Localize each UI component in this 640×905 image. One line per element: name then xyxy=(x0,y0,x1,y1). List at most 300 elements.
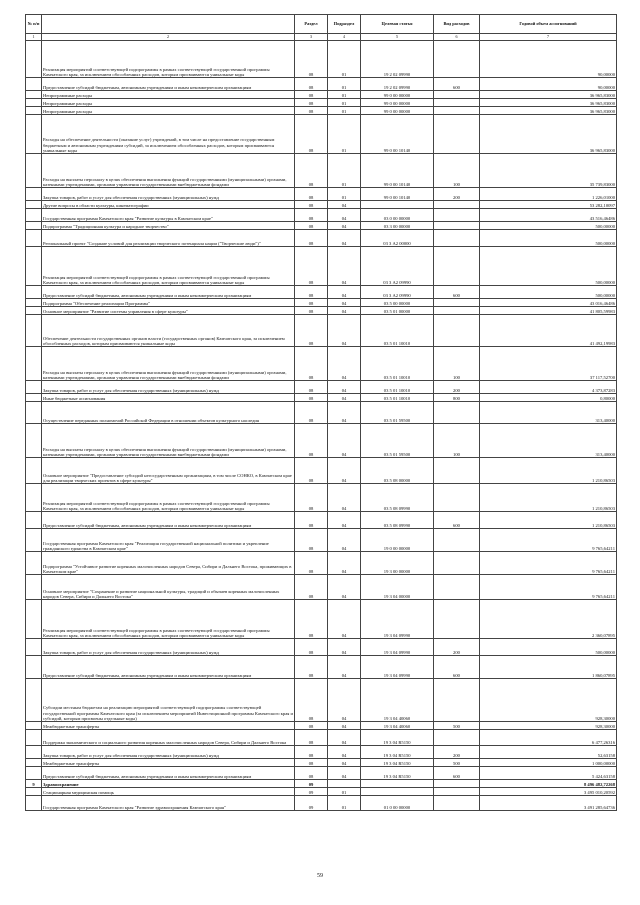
row-subsection-cell: 04 xyxy=(328,347,361,381)
row-description-cell: Реализация мероприятий соответствующей подпрограммы в рамках соответствующей государственной программы Камчатского края, за исключением обособленных расходов, которым присваиваются уникальные коды xyxy=(42,600,295,639)
row-section-cell: 08 xyxy=(295,552,328,575)
row-description-cell: Предоставление субсидий бюджетным, автономным учреждениям и иным некоммерческим организациям xyxy=(42,78,295,91)
table-row xyxy=(26,575,617,600)
row-exptype-cell xyxy=(434,115,480,154)
table-row xyxy=(26,222,617,230)
table-row xyxy=(26,639,617,656)
row-subsection-cell: 04 xyxy=(328,767,361,780)
row-target-cell: 19 3 04 R5150 xyxy=(361,746,434,759)
row-amount-cell: 36 965,83000 xyxy=(480,115,617,154)
row-section-cell: 09 xyxy=(295,788,328,796)
row-exptype-cell xyxy=(434,307,480,315)
table-row xyxy=(26,115,617,154)
row-target-cell: 03 5 01 10010 xyxy=(361,381,434,394)
row-amount-cell: 4 373,87283 xyxy=(480,381,617,394)
row-number-cell xyxy=(26,529,42,552)
row-number-cell xyxy=(26,552,42,575)
row-section-cell: 08 xyxy=(295,722,328,730)
row-target-cell xyxy=(361,201,434,209)
table-row xyxy=(26,247,617,286)
row-exptype-cell: 100 xyxy=(434,154,480,188)
row-section-cell: 08 xyxy=(295,307,328,315)
row-section-cell: 08 xyxy=(295,424,328,458)
row-number-cell xyxy=(26,188,42,201)
row-amount-cell: 500,00000 xyxy=(480,230,617,247)
row-amount-cell: 6 477,26316 xyxy=(480,730,617,746)
row-number-cell xyxy=(26,222,42,230)
row-subsection-cell: 04 xyxy=(328,209,361,222)
table-row xyxy=(26,91,617,99)
table-row xyxy=(26,154,617,188)
row-section-cell: 08 xyxy=(295,759,328,767)
row-subsection-cell: 04 xyxy=(328,299,361,307)
page-number: 59 xyxy=(317,873,323,879)
row-subsection-cell: 01 xyxy=(328,154,361,188)
row-number-cell xyxy=(26,299,42,307)
row-description-cell: Государственная программа Камчатского края "Реализация государственной национальной политики и укрепление гражданского единства в Камчатском крае" xyxy=(42,529,295,552)
row-subsection-cell: 04 xyxy=(328,575,361,600)
row-number-cell xyxy=(26,788,42,796)
row-description-cell: Обеспечение деятельности государственных органов власти (государственных органов) Камчатского края, за исключением обособленных расходов, которым присваиваются уникальные коды xyxy=(42,315,295,347)
row-number-cell xyxy=(26,722,42,730)
row-target-cell: 19 3 04 40060 xyxy=(361,679,434,722)
header-num: № п/п xyxy=(26,15,42,34)
table-row xyxy=(26,746,617,759)
table-row xyxy=(26,759,617,767)
row-exptype-cell xyxy=(434,484,480,512)
row-target-cell: 03 5 01 10010 xyxy=(361,394,434,402)
row-description-cell: Основное мероприятие "Развитие системы управления в сфере культуры" xyxy=(42,307,295,315)
row-target-cell: 19 3 04 R5150 xyxy=(361,767,434,780)
row-description-cell: Другие вопросы в области культуры, кинематографии xyxy=(42,201,295,209)
row-section-cell: 08 xyxy=(295,222,328,230)
row-target-cell: 99 0 00 00000 xyxy=(361,99,434,107)
row-subsection-cell: 04 xyxy=(328,746,361,759)
row-description-cell: Субсидии местным бюджетам на реализацию мероприятий соответствующей подпрограммы соответствующей государственной программы Камчатского края (за исключением мероприятий Инвестиционной программы Камчатского края и субсидий, которым присвоены отдельные коды) xyxy=(42,679,295,722)
row-description-cell: Расходы на выплаты персоналу в целях обеспечения выполнения функций государственными (муниципальными) органами, казенными учреждениями, органами управления государственными внебюджетными фондами xyxy=(42,154,295,188)
table-row xyxy=(26,201,617,209)
row-section-cell: 08 xyxy=(295,188,328,201)
row-target-cell: 03 5 08 00000 xyxy=(361,458,434,484)
header-exptype: Вид расходов xyxy=(434,15,480,34)
header-target: Целевая статья xyxy=(361,15,434,34)
row-exptype-cell xyxy=(434,780,480,788)
row-amount-cell: 928,30000 xyxy=(480,679,617,722)
table-row xyxy=(26,347,617,381)
row-description-cell: Основное мероприятие "Сохранение и развитие национальной культуры, традиций и обычаев коренных малочисленных народов Севера, Сибири и Дальнего Востока" xyxy=(42,575,295,600)
row-amount-cell: 313,40000 xyxy=(480,424,617,458)
row-target-cell: 03 5 08 09990 xyxy=(361,512,434,529)
row-amount-cell: 3 495 010,20592 xyxy=(480,788,617,796)
row-subsection-cell: 04 xyxy=(328,201,361,209)
table-row xyxy=(26,402,617,424)
row-exptype-cell xyxy=(434,788,480,796)
row-exptype-cell xyxy=(434,600,480,639)
row-number-cell xyxy=(26,107,42,115)
row-amount-cell: 0,80000 xyxy=(480,394,617,402)
row-amount-cell: 9 765,64211 xyxy=(480,552,617,575)
row-subsection-cell: 01 xyxy=(328,107,361,115)
row-description-cell: Закупка товаров, работ и услуг для обеспечения государственных (муниципальных) нужд xyxy=(42,188,295,201)
table-row xyxy=(26,188,617,201)
table-row xyxy=(26,484,617,512)
row-subsection-cell: 04 xyxy=(328,600,361,639)
table-row xyxy=(26,656,617,679)
row-subsection-cell: 04 xyxy=(328,722,361,730)
row-subsection-cell xyxy=(328,780,361,788)
row-target-cell: 99 0 00 00000 xyxy=(361,91,434,99)
row-exptype-cell xyxy=(434,247,480,286)
row-exptype-cell xyxy=(434,458,480,484)
row-description-cell: Непрограммные расходы xyxy=(42,91,295,99)
row-description-cell: Подпрограмма "Традиционная культура и народное творчество" xyxy=(42,222,295,230)
row-description-cell: Подпрограмма "Устойчивое развитие коренных малочисленных народов Севера, Сибири и Дальнего Востока, проживающих в Камчатском крае" xyxy=(42,552,295,575)
row-section-cell: 08 xyxy=(295,286,328,299)
row-section-cell: 08 xyxy=(295,746,328,759)
row-target-cell: 19 2 02 09990 xyxy=(361,41,434,78)
row-number-cell xyxy=(26,381,42,394)
row-section-cell: 08 xyxy=(295,484,328,512)
row-number-cell xyxy=(26,209,42,222)
row-number-cell xyxy=(26,656,42,679)
row-section-cell: 09 xyxy=(295,796,328,811)
table-row xyxy=(26,767,617,780)
row-amount-cell: 500,00000 xyxy=(480,247,617,286)
row-target-cell: 01 0 00 00000 xyxy=(361,796,434,811)
row-amount-cell: 928,30000 xyxy=(480,722,617,730)
row-amount-cell: 41 492,19983 xyxy=(480,315,617,347)
row-exptype-cell xyxy=(434,201,480,209)
row-target-cell: 03 3 00 00000 xyxy=(361,222,434,230)
row-amount-cell: 5 424,63158 xyxy=(480,767,617,780)
row-section-cell: 08 xyxy=(295,201,328,209)
row-number-cell xyxy=(26,730,42,746)
row-exptype-cell: 800 xyxy=(434,394,480,402)
row-number-cell: 9 xyxy=(26,780,42,788)
row-exptype-cell: 500 xyxy=(434,722,480,730)
row-target-cell: 03 5 01 10010 xyxy=(361,347,434,381)
table-row xyxy=(26,722,617,730)
table-row xyxy=(26,600,617,639)
index-cell: 3 xyxy=(295,34,328,41)
row-section-cell: 08 xyxy=(295,679,328,722)
row-amount-cell: 37 117,52700 xyxy=(480,347,617,381)
row-section-cell: 08 xyxy=(295,78,328,91)
row-description-cell: Основное мероприятие "Предоставление субсидий негосударственным организациям, в том числе СОНКО, в Камчатском крае для реализации творческих проектов в сфере культуры" xyxy=(42,458,295,484)
row-amount-cell: 500,00000 xyxy=(480,286,617,299)
row-exptype-cell: 200 xyxy=(434,746,480,759)
row-target-cell: 19 3 04 40060 xyxy=(361,722,434,730)
table-row xyxy=(26,41,617,78)
row-exptype-cell: 600 xyxy=(434,512,480,529)
row-exptype-cell xyxy=(434,796,480,811)
row-target-cell: 19 2 02 09990 xyxy=(361,78,434,91)
row-exptype-cell xyxy=(434,230,480,247)
row-target-cell: 99 0 00 10140 xyxy=(361,115,434,154)
row-number-cell xyxy=(26,394,42,402)
row-amount-cell: 1 226,01000 xyxy=(480,188,617,201)
header-subsection: Подраздел xyxy=(328,15,361,34)
row-amount-cell: 1 210,86503 xyxy=(480,484,617,512)
row-number-cell xyxy=(26,247,42,286)
row-section-cell: 08 xyxy=(295,247,328,286)
row-number-cell xyxy=(26,424,42,458)
row-number-cell xyxy=(26,600,42,639)
row-exptype-cell xyxy=(434,402,480,424)
row-amount-cell: 35 739,83000 xyxy=(480,154,617,188)
row-description-cell: Государственная программа Камчатского края "Развитие здравоохранения Камчатского края" xyxy=(42,796,295,811)
row-subsection-cell: 01 xyxy=(328,796,361,811)
row-subsection-cell: 04 xyxy=(328,394,361,402)
index-cell: 6 xyxy=(434,34,480,41)
table-row xyxy=(26,788,617,796)
row-exptype-cell: 100 xyxy=(434,347,480,381)
row-amount-cell: 43 516,46486 xyxy=(480,209,617,222)
row-number-cell xyxy=(26,315,42,347)
row-target-cell: 19 3 04 00000 xyxy=(361,575,434,600)
row-subsection-cell: 01 xyxy=(328,788,361,796)
row-target-cell: 19 3 04 R5150 xyxy=(361,730,434,746)
row-section-cell: 08 xyxy=(295,730,328,746)
row-exptype-cell xyxy=(434,552,480,575)
row-amount-cell: 52,63158 xyxy=(480,746,617,759)
row-exptype-cell: 600 xyxy=(434,78,480,91)
row-amount-cell: 3 491 285,64736 xyxy=(480,796,617,811)
row-exptype-cell: 100 xyxy=(434,424,480,458)
row-target-cell: 19 3 00 00000 xyxy=(361,552,434,575)
row-description-cell: Предоставление субсидий бюджетным, автономным учреждениям и иным некоммерческим организациям xyxy=(42,656,295,679)
row-target-cell: 03 5 01 10010 xyxy=(361,315,434,347)
row-amount-cell: 43 016,46486 xyxy=(480,299,617,307)
row-subsection-cell: 04 xyxy=(328,679,361,722)
row-section-cell: 08 xyxy=(295,347,328,381)
row-amount-cell: 500,00000 xyxy=(480,222,617,230)
row-exptype-cell xyxy=(434,575,480,600)
row-subsection-cell: 04 xyxy=(328,315,361,347)
table-header-row xyxy=(26,15,617,34)
index-cell: 4 xyxy=(328,34,361,41)
row-description-cell: Поддержка экономического и социального развития коренных малочисленных народов Севера, Сибири и Дальнего Востока xyxy=(42,730,295,746)
table-row xyxy=(26,381,617,394)
row-target-cell: 19 3 04 09990 xyxy=(361,600,434,639)
row-target-cell: 03 5 01 00000 xyxy=(361,307,434,315)
row-number-cell xyxy=(26,286,42,299)
row-target-cell: 03 3 А2 00000 xyxy=(361,230,434,247)
row-number-cell xyxy=(26,746,42,759)
table-row xyxy=(26,230,617,247)
row-exptype-cell: 600 xyxy=(434,286,480,299)
row-subsection-cell: 04 xyxy=(328,529,361,552)
row-subsection-cell: 04 xyxy=(328,458,361,484)
row-section-cell: 08 xyxy=(295,381,328,394)
row-exptype-cell xyxy=(434,209,480,222)
table-row xyxy=(26,679,617,722)
index-cell: 7 xyxy=(480,34,617,41)
table-row xyxy=(26,552,617,575)
row-section-cell: 09 xyxy=(295,780,328,788)
row-target-cell: 99 0 00 10140 xyxy=(361,154,434,188)
row-subsection-cell: 01 xyxy=(328,188,361,201)
row-subsection-cell: 04 xyxy=(328,286,361,299)
row-description-cell: Подпрограмма "Обеспечение реализации Программы" xyxy=(42,299,295,307)
row-description-cell: Закупка товаров, работ и услуг для обеспечения государственных (муниципальных) нужд xyxy=(42,746,295,759)
row-exptype-cell xyxy=(434,299,480,307)
row-exptype-cell xyxy=(434,679,480,722)
row-amount-cell: 9 765,64211 xyxy=(480,575,617,600)
row-amount-cell: 1 210,86503 xyxy=(480,512,617,529)
row-amount-cell: 53 282,10097 xyxy=(480,201,617,209)
table-row xyxy=(26,424,617,458)
row-section-cell: 08 xyxy=(295,209,328,222)
row-description-cell: Здравоохранение xyxy=(42,780,295,788)
row-number-cell xyxy=(26,307,42,315)
row-number-cell xyxy=(26,91,42,99)
row-subsection-cell: 04 xyxy=(328,730,361,746)
row-description-cell: Предоставление субсидий бюджетным, автономным учреждениям и иным некоммерческим организациям xyxy=(42,767,295,780)
row-exptype-cell: 600 xyxy=(434,767,480,780)
row-section-cell: 08 xyxy=(295,512,328,529)
row-number-cell xyxy=(26,41,42,78)
row-section-cell: 08 xyxy=(295,107,328,115)
row-exptype-cell xyxy=(434,730,480,746)
row-target-cell: 19 3 04 09990 xyxy=(361,656,434,679)
row-target-cell: 03 3 А2 09990 xyxy=(361,247,434,286)
row-description-cell: Иные бюджетные ассигнования xyxy=(42,394,295,402)
row-description-cell: Закупка товаров, работ и услуг для обеспечения государственных (муниципальных) нужд xyxy=(42,639,295,656)
row-exptype-cell: 200 xyxy=(434,188,480,201)
row-subsection-cell: 01 xyxy=(328,78,361,91)
row-section-cell: 08 xyxy=(295,299,328,307)
row-subsection-cell: 04 xyxy=(328,381,361,394)
row-section-cell: 08 xyxy=(295,41,328,78)
row-description-cell: Реализация мероприятий соответствующей подпрограммы в рамках соответствующей государственной программы Камчатского края, за исключением обособленных расходов, которым присваиваются уникальные коды xyxy=(42,41,295,78)
row-section-cell: 08 xyxy=(295,575,328,600)
row-amount-cell: 9 765,64211 xyxy=(480,529,617,552)
row-subsection-cell: 04 xyxy=(328,639,361,656)
row-number-cell xyxy=(26,115,42,154)
row-amount-cell: 41 805,59983 xyxy=(480,307,617,315)
row-number-cell xyxy=(26,78,42,91)
row-description-cell: Государственная программа Камчатского края "Развитие культуры в Камчатском крае" xyxy=(42,209,295,222)
row-subsection-cell: 04 xyxy=(328,484,361,512)
row-amount-cell: 1 860,07895 xyxy=(480,656,617,679)
row-exptype-cell xyxy=(434,91,480,99)
row-number-cell xyxy=(26,347,42,381)
index-cell: 1 xyxy=(26,34,42,41)
document-page xyxy=(25,14,616,811)
row-subsection-cell: 04 xyxy=(328,424,361,458)
row-exptype-cell xyxy=(434,222,480,230)
row-subsection-cell: 04 xyxy=(328,402,361,424)
row-amount-cell: 90,00000 xyxy=(480,78,617,91)
row-description-cell: Стационарная медицинская помощь xyxy=(42,788,295,796)
row-subsection-cell: 04 xyxy=(328,656,361,679)
row-number-cell xyxy=(26,759,42,767)
row-exptype-cell: 600 xyxy=(434,656,480,679)
row-number-cell xyxy=(26,679,42,722)
row-section-cell: 08 xyxy=(295,639,328,656)
row-number-cell xyxy=(26,201,42,209)
row-section-cell: 08 xyxy=(295,230,328,247)
row-number-cell xyxy=(26,575,42,600)
table-row xyxy=(26,529,617,552)
row-section-cell: 08 xyxy=(295,99,328,107)
row-target-cell: 03 0 00 00000 xyxy=(361,209,434,222)
row-subsection-cell: 01 xyxy=(328,115,361,154)
index-cell: 2 xyxy=(42,34,295,41)
row-amount-cell: 500,00000 xyxy=(480,639,617,656)
row-description-cell: Расходы на обеспечение деятельности (оказание услуг) учреждений, в том числе на предоставление государственным бюджетным и автономным учреждениям субсидий, за исключением обособленных расходов, которым присваиваются уникальные коды xyxy=(42,115,295,154)
row-number-cell xyxy=(26,639,42,656)
row-description-cell: Закупка товаров, работ и услуг для обеспечения государственных (муниципальных) нужд xyxy=(42,381,295,394)
table-row xyxy=(26,730,617,746)
row-amount-cell: 1 000,00000 xyxy=(480,759,617,767)
row-description-cell: Непрограммные расходы xyxy=(42,107,295,115)
row-target-cell: 03 5 01 59500 xyxy=(361,402,434,424)
row-amount-cell: 1 210,86503 xyxy=(480,458,617,484)
row-section-cell: 08 xyxy=(295,115,328,154)
row-section-cell: 08 xyxy=(295,529,328,552)
row-amount-cell: 8 496 482,72268 xyxy=(480,780,617,788)
row-section-cell: 08 xyxy=(295,91,328,99)
table-row xyxy=(26,780,617,788)
row-amount-cell: 90,00000 xyxy=(480,41,617,78)
table-row xyxy=(26,209,617,222)
row-subsection-cell: 04 xyxy=(328,512,361,529)
row-exptype-cell: 500 xyxy=(434,759,480,767)
budget-table xyxy=(25,14,617,811)
row-exptype-cell: 200 xyxy=(434,381,480,394)
table-row xyxy=(26,299,617,307)
index-cell: 5 xyxy=(361,34,434,41)
row-section-cell: 08 xyxy=(295,458,328,484)
row-number-cell xyxy=(26,484,42,512)
row-target-cell: 19 0 00 00000 xyxy=(361,529,434,552)
row-number-cell xyxy=(26,512,42,529)
row-number-cell xyxy=(26,796,42,811)
row-subsection-cell: 01 xyxy=(328,41,361,78)
row-description-cell: Расходы на выплаты персоналу в целях обеспечения выполнения функций государственными (муниципальными) органами, казенными учреждениями, органами управления государственными внебюджетными фондами xyxy=(42,347,295,381)
row-target-cell xyxy=(361,780,434,788)
row-section-cell: 08 xyxy=(295,315,328,347)
row-target-cell: 19 3 04 09990 xyxy=(361,639,434,656)
table-row xyxy=(26,315,617,347)
column-index-row xyxy=(26,34,617,41)
row-number-cell xyxy=(26,767,42,780)
table-row xyxy=(26,512,617,529)
row-description-cell: Предоставление субсидий бюджетным, автономным учреждениям и иным некоммерческим организациям xyxy=(42,286,295,299)
row-exptype-cell xyxy=(434,99,480,107)
row-number-cell xyxy=(26,99,42,107)
row-amount-cell: 36 965,83000 xyxy=(480,107,617,115)
row-section-cell: 08 xyxy=(295,656,328,679)
row-section-cell: 08 xyxy=(295,767,328,780)
row-exptype-cell xyxy=(434,41,480,78)
row-section-cell: 08 xyxy=(295,402,328,424)
row-description-cell: Расходы на выплаты персоналу в целях обеспечения выполнения функций государственными (муниципальными) органами, казенными учреждениями, органами управления государственными внебюджетными фондами xyxy=(42,424,295,458)
row-description-cell: Предоставление субсидий бюджетным, автономным учреждениям и иным некоммерческим организациям xyxy=(42,512,295,529)
row-subsection-cell: 01 xyxy=(328,99,361,107)
row-amount-cell: 2 360,07895 xyxy=(480,600,617,639)
table-row xyxy=(26,78,617,91)
row-target-cell: 99 0 00 00000 xyxy=(361,107,434,115)
table-row xyxy=(26,458,617,484)
table-row xyxy=(26,286,617,299)
row-amount-cell: 313,40000 xyxy=(480,402,617,424)
row-description-cell: Региональный проект "Создание условий для реализации творческого потенциала нации ("Творческие люди")" xyxy=(42,230,295,247)
row-description-cell: Межбюджетные трансферты xyxy=(42,759,295,767)
row-subsection-cell: 04 xyxy=(328,247,361,286)
